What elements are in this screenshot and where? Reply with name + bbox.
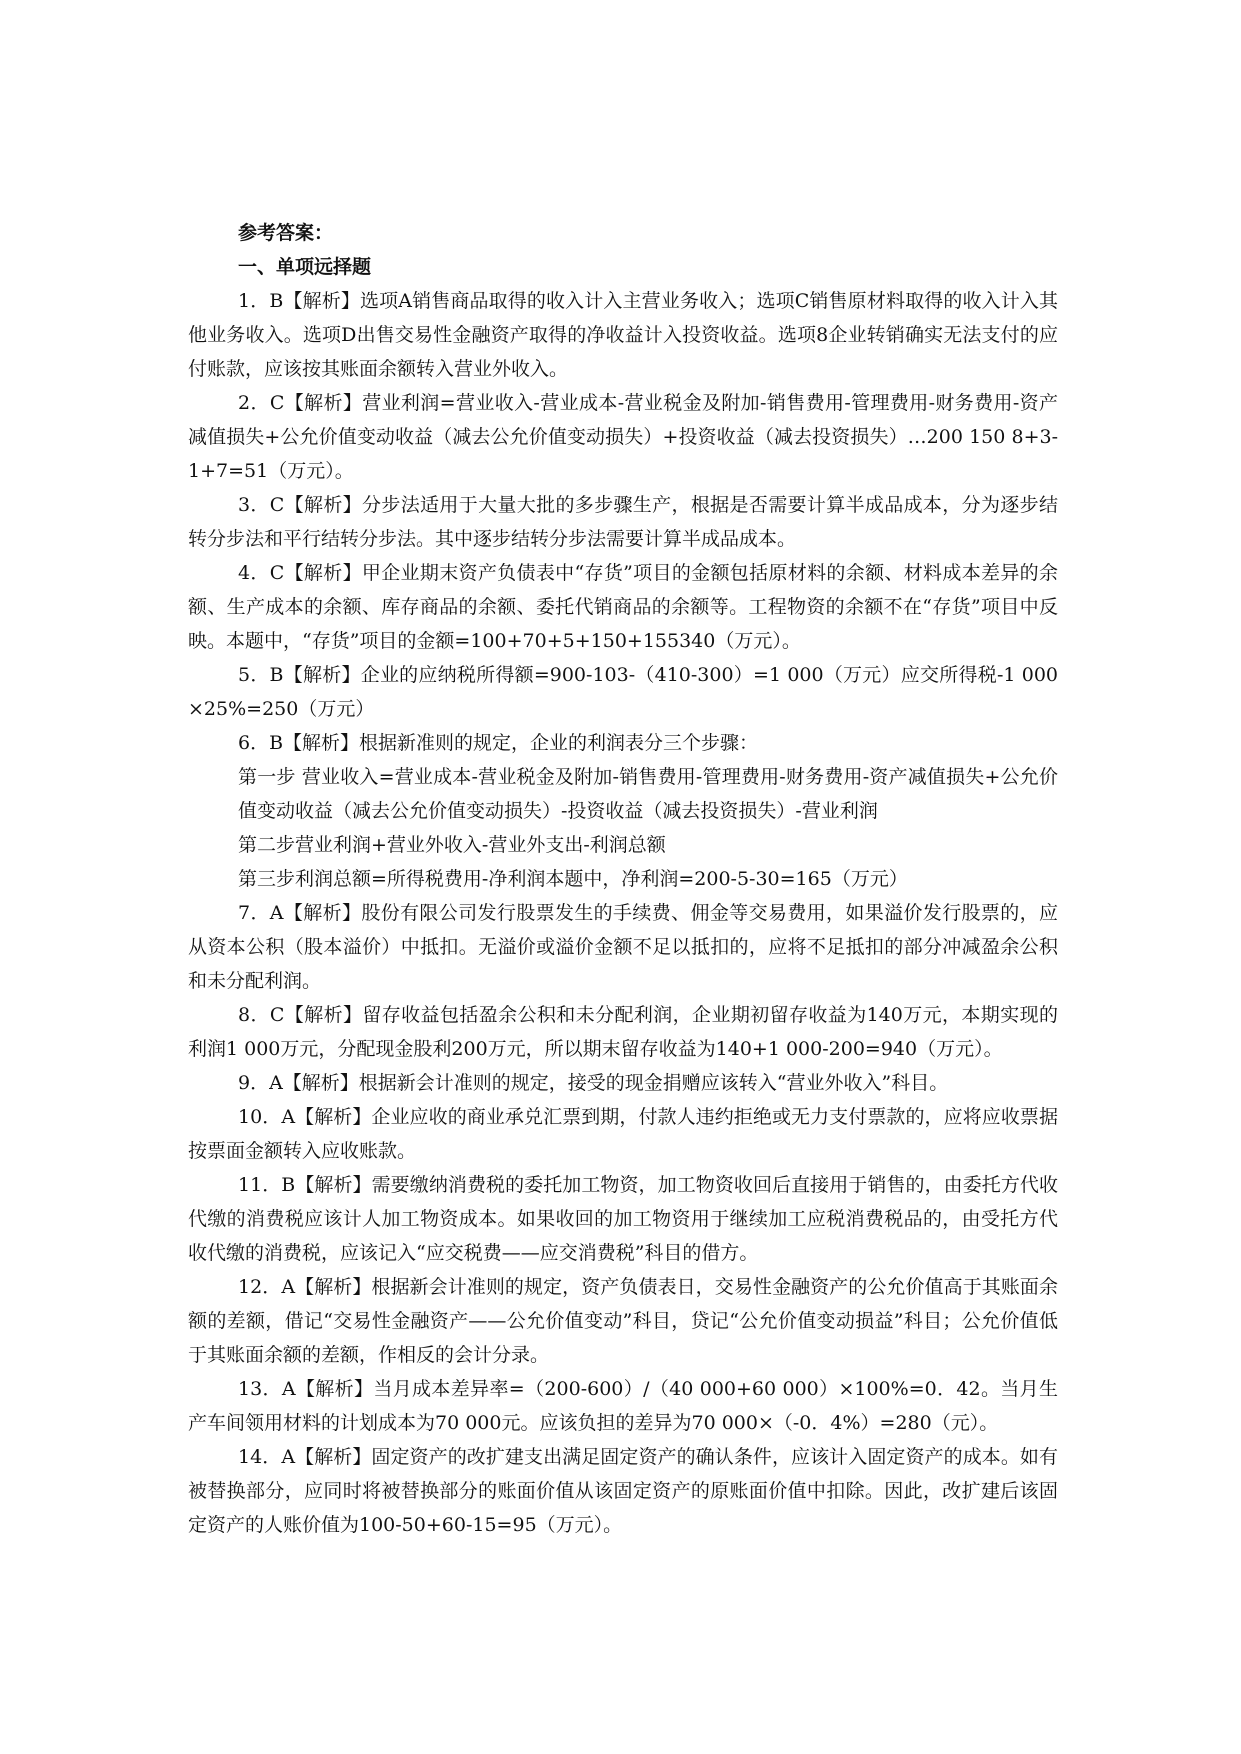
answer-item-9: 9．A【解析】根据新会计准则的规定，接受的现金捐赠应该转入“营业外收入”科目。 xyxy=(238,1072,949,1094)
answer-item-10: 10．A【解析】企业应收的商业承兑汇票到期，付款人违约拒绝或无力支付票款的，应将应收票据按票面金额转入应收账款。 xyxy=(188,1106,1058,1162)
answer-item-11: 11．B【解析】需要缴纳消费税的委托加工物资，加工物资收回后直接用于销售的，由委托方代收代缴的消费税应该计人加工物资成本。如果收回的加工物资用于继续加工应税消费税品的，由受托方代收代缴的消费税，应该记入“应交税费——应交消费税”科目的借方。 xyxy=(188,1174,1058,1264)
answer-item-4: 4．C【解析】甲企业期末资产负债表中“存货”项目的金额包括原材料的余额、材料成本差异的余额、生产成本的余额、库存商品的余额、委托代销商品的余额等。工程物资的余额不在“存货”项目中反映。本题中，“存货”项目的金额=100+70+5+150+155340（万元）。 xyxy=(188,562,1058,652)
answer-item-6-step-1: 第一步 营业收入=营业成本-营业税金及附加-销售费用-管理费用-财务费用-资产减值损失+公允价值变动收益（减去公允价值变动损失）-投资收益（减去投资损失）-营业利润 xyxy=(238,766,1058,822)
answer-title: 参考答案： xyxy=(238,222,334,244)
document-page xyxy=(188,216,1058,1542)
answer-item-2: 2．C【解析】营业利润=营业收入-营业成本-营业税金及附加-销售费用-管理费用-财务费用-资产减值损失+公允价值变动收益（减去公允价值变动损失）+投资收益（减去投资损失）…200 150 8+3-1+7=51（万元）。 xyxy=(188,392,1058,482)
answer-item-1: 1．B【解析】选项A销售商品取得的收入计入主营业务收入；选项C销售原材料取得的收入计入其他业务收入。选项D出售交易性金融资产取得的净收益计入投资收益。选项8企业转销确实无法支付的应付账款，应该按其账面余额转入营业外收入。 xyxy=(188,290,1058,380)
answer-item-7: 7．A【解析】股份有限公司发行股票发生的手续费、佣金等交易费用，如果溢价发行股票的，应从资本公积（股本溢价）中抵扣。无溢价或溢价金额不足以抵扣的，应将不足抵扣的部分冲减盈余公积和未分配利润。 xyxy=(188,902,1058,992)
answer-item-6-step-3: 第三步利润总额=所得税费用-净利润本题中，净利润=200-5-30=165（万元） xyxy=(238,868,908,890)
answer-item-6: 6．B【解析】根据新准则的规定，企业的利润表分三个步骤： xyxy=(238,732,759,754)
answer-item-8: 8．C【解析】留存收益包括盈余公积和未分配利润，企业期初留存收益为140万元，本期实现的利润1 000万元，分配现金股利200万元，所以期末留存收益为140+1 000-200=940（万元）。 xyxy=(188,1004,1058,1060)
section-heading: 一、单项远择题 xyxy=(238,256,372,278)
answer-item-13: 13．A【解析】当月成本差异率=（200-600）/（40 000+60 000）×100%=0．42。当月生产车间领用材料的计划成本为70 000元。应该负担的差异为70 000×（-0．4%）=280（元）。 xyxy=(188,1378,1058,1434)
answer-item-3: 3．C【解析】分步法适用于大量大批的多步骤生产，根据是否需要计算半成品成本，分为逐步结转分步法和平行结转分步法。其中逐步结转分步法需要计算半成品成本。 xyxy=(188,494,1058,550)
answer-item-5: 5．B【解析】企业的应纳税所得额=900-103-（410-300）=1 000（万元）应交所得税-1 000×25%=250（万元） xyxy=(188,664,1058,720)
answer-item-12: 12．A【解析】根据新会计准则的规定，资产负债表日，交易性金融资产的公允价值高于其账面余额的差额，借记“交易性金融资产——公允价值变动”科目，贷记“公允价值变动损益”科目；公允价值低于其账面余额的差额，作相反的会计分录。 xyxy=(188,1276,1058,1366)
answer-item-6-step-2: 第二步营业利润+营业外收入-营业外支出-利润总额 xyxy=(238,834,666,856)
answer-item-14: 14．A【解析】固定资产的改扩建支出满足固定资产的确认条件，应该计入固定资产的成本。如有被替换部分，应同时将被替换部分的账面价值从该固定资产的原账面价值中扣除。因此，改扩建后该固定资产的人账价值为100-50+60-15=95（万元）。 xyxy=(188,1446,1058,1536)
